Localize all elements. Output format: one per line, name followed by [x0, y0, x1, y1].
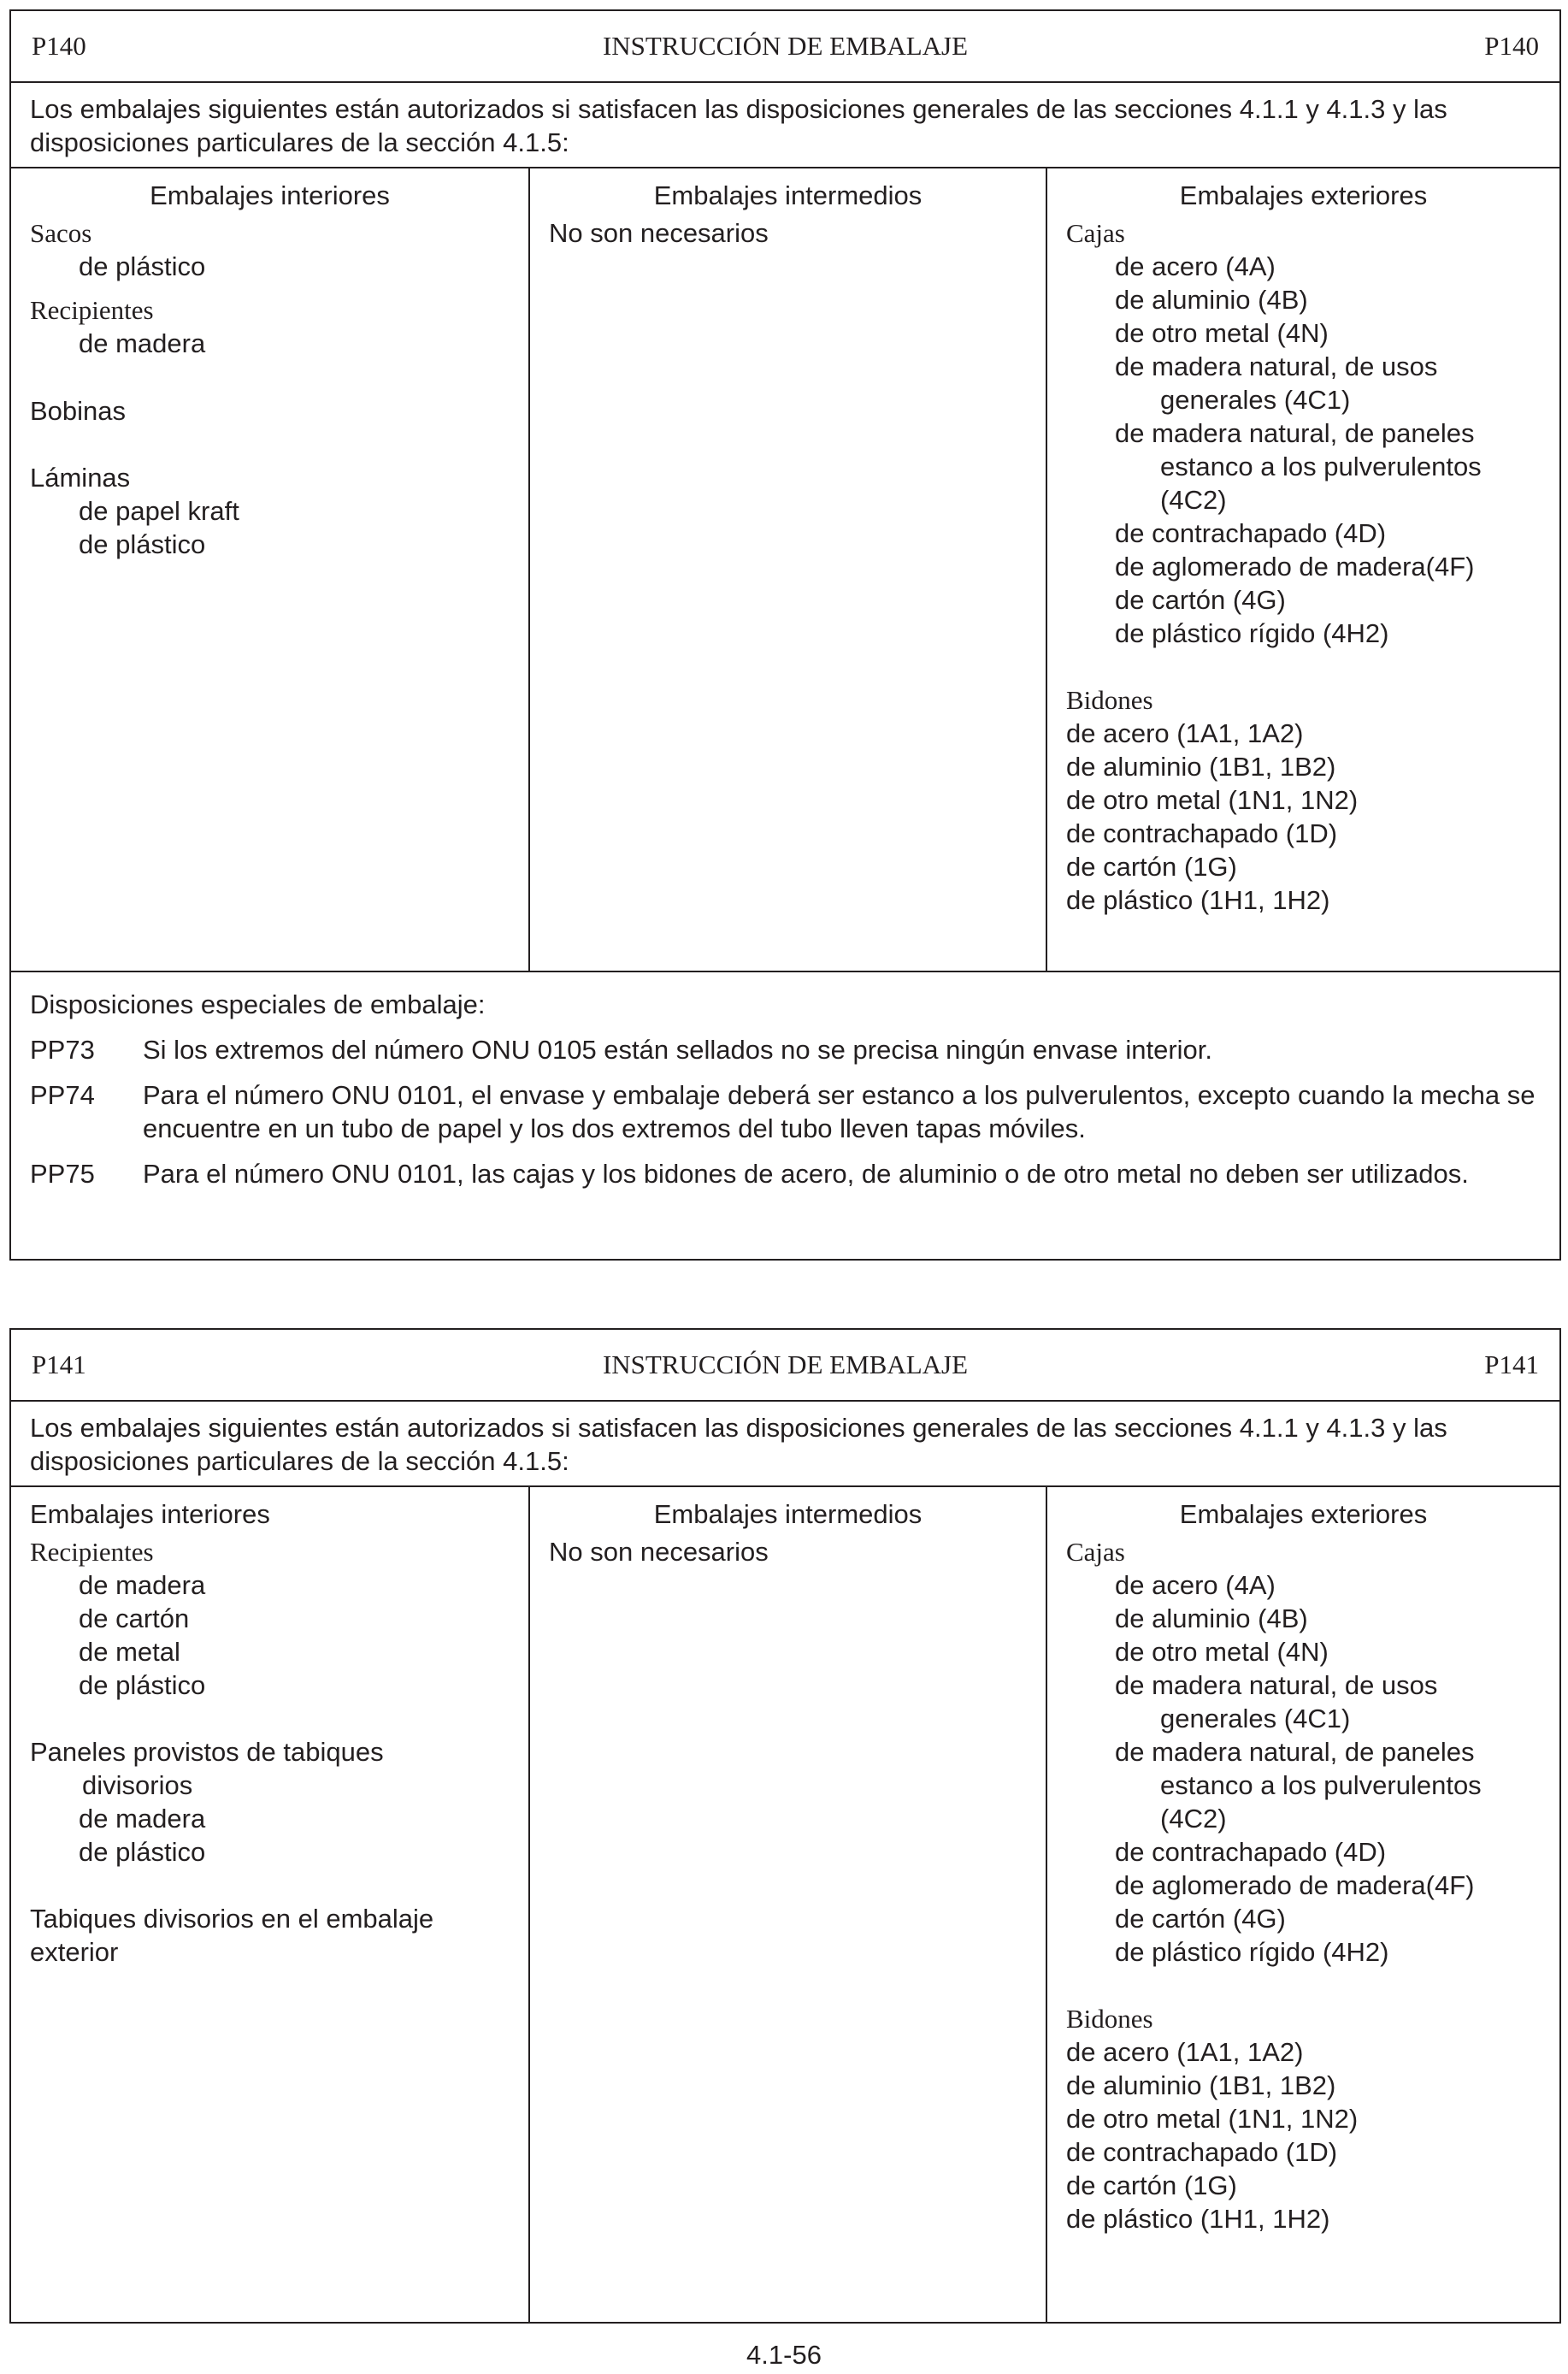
list-item: estanco a los pulverulentos	[1160, 452, 1482, 481]
provision-text: Para el número ONU 0101, las cajas y los bidones de acero, de aluminio o de otro metal no deben ser utilizados.	[143, 1159, 1469, 1189]
list-item: de plástico (1H1, 1H2)	[1066, 2204, 1330, 2234]
list-item: de otro metal (4N)	[1115, 318, 1329, 348]
list-item: de madera natural, de usos	[1115, 351, 1438, 381]
intermediate-packaging-column	[528, 1487, 1046, 2322]
provision-code: PP73	[30, 1035, 95, 1065]
list-item: de metal	[79, 1637, 180, 1667]
list-item: de contrachapado (4D)	[1115, 1837, 1387, 1867]
list-item: de aglomerado de madera(4F)	[1115, 552, 1475, 582]
list-item: de cartón (4G)	[1115, 1904, 1286, 1934]
category-label: Sacos	[30, 218, 92, 248]
instruction-p141	[9, 1328, 1561, 2324]
intermediate-note: No son necesarios	[549, 1537, 769, 1567]
list-item: de otro metal (1N1, 1N2)	[1066, 2104, 1359, 2134]
special-provision-item	[30, 1033, 1541, 1066]
category-label: Cajas	[1066, 218, 1125, 248]
list-item: de acero (1A1, 1A2)	[1066, 718, 1304, 748]
instruction-code-right: P141	[1484, 1349, 1539, 1379]
category-label: Láminas	[30, 463, 131, 493]
category-label: Recipientes	[30, 1537, 154, 1567]
provision-text: Si los extremos del número ONU 0105 están sellados no se precisa ningún envase interior.	[143, 1035, 1213, 1065]
column-header: Embalajes exteriores	[1179, 180, 1428, 210]
list-item: estanco a los pulverulentos	[1160, 1770, 1482, 1800]
packaging-columns	[11, 1487, 1559, 2322]
list-item: de contrachapado (1D)	[1066, 2137, 1338, 2167]
list-item: de aluminio (1B1, 1B2)	[1066, 752, 1336, 782]
category-label: Tabiques divisorios en el embalaje	[30, 1904, 434, 1934]
list-item: (4C2)	[1160, 1804, 1227, 1834]
inner-packaging-column	[11, 1487, 528, 2322]
instruction-header	[11, 1330, 1559, 1402]
list-item: generales (4C1)	[1160, 1704, 1351, 1733]
list-item: de plástico (1H1, 1H2)	[1066, 885, 1330, 915]
category-label: Bobinas	[30, 396, 127, 426]
list-item: de aluminio (4B)	[1115, 285, 1308, 315]
outer-packaging-column	[1046, 168, 1559, 971]
list-item: de acero (4A)	[1115, 251, 1276, 281]
list-item: (4C2)	[1160, 485, 1227, 515]
page-number: 4.1-56	[746, 2340, 822, 2370]
list-item: de plástico	[79, 529, 206, 559]
instruction-header	[11, 11, 1559, 83]
list-item: de madera	[79, 1804, 206, 1834]
category-label-cont: divisorios	[82, 1770, 193, 1800]
intro-text: Los embalajes siguientes están autorizados si satisfacen las disposiciones generales de las secciones 4.1.1 y 4.1.3 y las disposiciones particulares de la sección 4.1.5:	[11, 1402, 1559, 1487]
column-header: Embalajes interiores	[30, 1499, 270, 1529]
intermediate-packaging-column	[528, 168, 1046, 971]
list-item: de madera natural, de paneles	[1115, 1737, 1475, 1767]
list-item: de aluminio (1B1, 1B2)	[1066, 2070, 1336, 2100]
list-item: de plástico	[79, 251, 206, 281]
list-item: de contrachapado (1D)	[1066, 818, 1338, 848]
list-item: de cartón	[79, 1603, 190, 1633]
category-label: Paneles provistos de tabiques	[30, 1737, 384, 1767]
column-header: Embalajes intermedios	[653, 180, 923, 210]
provision-code: PP75	[30, 1159, 95, 1189]
list-item: de madera natural, de paneles	[1115, 418, 1475, 448]
packaging-columns	[11, 168, 1559, 971]
instruction-code-left: P141	[32, 1349, 86, 1379]
provision-text: Para el número ONU 0101, el envase y embalaje deberá ser estanco a los pulverulentos, excepto cuando la mecha se encuentre en un tubo de papel y los dos extremos del tubo lleven tapas móviles.	[143, 1080, 1536, 1143]
special-provision-item	[30, 1157, 1541, 1190]
category-label: Bidones	[1066, 685, 1153, 715]
list-item: de cartón (1G)	[1066, 2170, 1237, 2200]
list-item: de plástico	[79, 1670, 206, 1700]
list-item: de otro metal (4N)	[1115, 1637, 1329, 1667]
list-item: de acero (4A)	[1115, 1570, 1276, 1600]
list-item: de madera	[79, 1570, 206, 1600]
category-label: Recipientes	[30, 295, 154, 325]
instruction-code-right: P140	[1484, 31, 1539, 61]
list-item: de cartón (1G)	[1066, 852, 1237, 882]
special-provisions-title: Disposiciones especiales de embalaje:	[30, 989, 486, 1019]
list-item: de aglomerado de madera(4F)	[1115, 1870, 1475, 1900]
special-provisions	[11, 971, 1559, 1190]
special-provision-item	[30, 1078, 1541, 1145]
intermediate-note: No son necesarios	[549, 218, 769, 248]
provision-code: PP74	[30, 1080, 95, 1110]
list-item: de acero (1A1, 1A2)	[1066, 2037, 1304, 2067]
inner-packaging-column	[11, 168, 528, 971]
outer-packaging-column	[1046, 1487, 1559, 2322]
list-item: de plástico	[79, 1837, 206, 1867]
instruction-title: INSTRUCCIÓN DE EMBALAJE	[602, 31, 969, 61]
list-item: de plástico rígido (4H2)	[1115, 618, 1389, 648]
list-item: de contrachapado (4D)	[1115, 518, 1387, 548]
list-item: generales (4C1)	[1160, 385, 1351, 415]
column-header: Embalajes exteriores	[1179, 1499, 1428, 1529]
category-label: Bidones	[1066, 2004, 1153, 2034]
list-item: de madera natural, de usos	[1115, 1670, 1438, 1700]
list-item: de aluminio (4B)	[1115, 1603, 1308, 1633]
instruction-title: INSTRUCCIÓN DE EMBALAJE	[602, 1349, 969, 1379]
list-item: de papel kraft	[79, 496, 239, 526]
list-item: de plástico rígido (4H2)	[1115, 1937, 1389, 1967]
list-item: de madera	[79, 328, 206, 358]
list-item: de cartón (4G)	[1115, 585, 1286, 615]
list-item: de otro metal (1N1, 1N2)	[1066, 785, 1359, 815]
instruction-p140	[9, 9, 1561, 1261]
instruction-code-left: P140	[32, 31, 86, 61]
intro-text: Los embalajes siguientes están autorizados si satisfacen las disposiciones generales de las secciones 4.1.1 y 4.1.3 y las disposiciones particulares de la sección 4.1.5:	[11, 83, 1559, 168]
column-header: Embalajes intermedios	[653, 1499, 923, 1529]
category-label: Cajas	[1066, 1537, 1125, 1567]
category-label-cont: exterior	[30, 1937, 119, 1967]
column-header: Embalajes interiores	[150, 180, 390, 210]
